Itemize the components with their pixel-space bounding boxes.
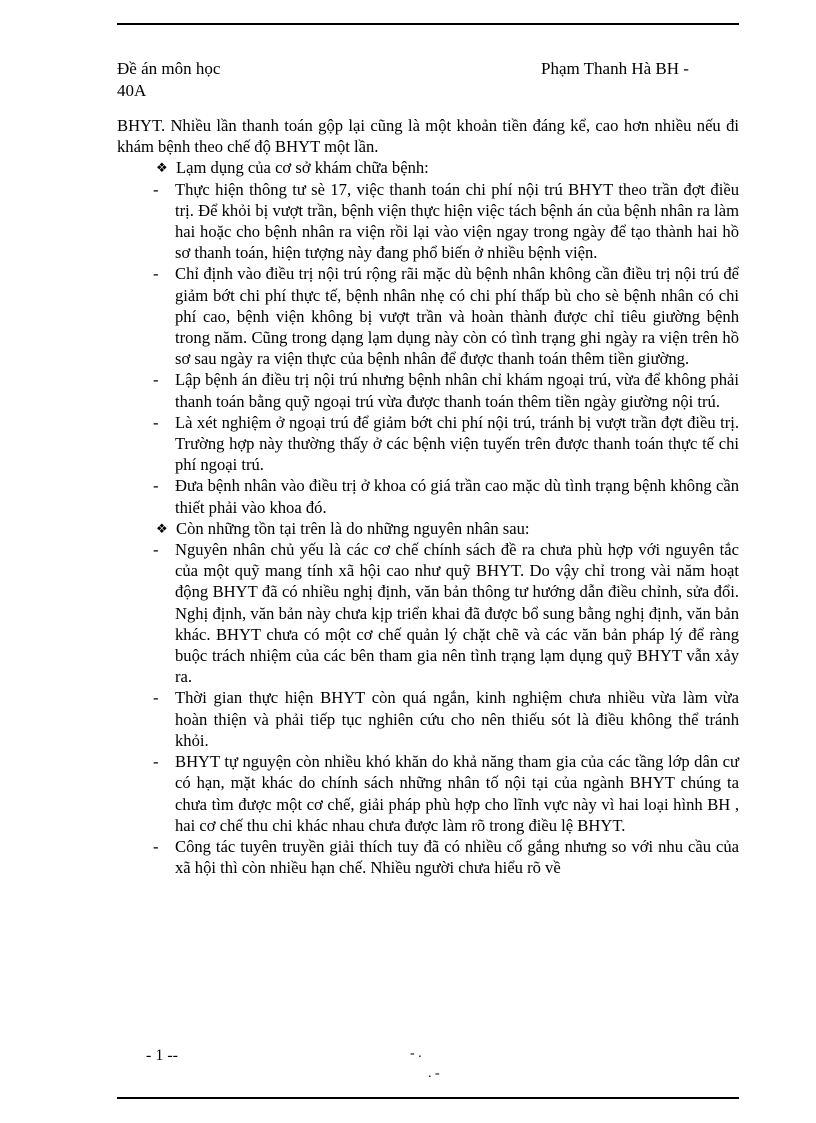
diamond-bullet-icon: ❖ xyxy=(156,160,168,176)
header-author: Phạm Thanh Hà BH - xyxy=(541,59,689,78)
list-item xyxy=(117,836,739,878)
list-item-text: Công tác tuyên truyền giải thích tuy đã có nhiều cố gắng nhưng so với nhu cầu của xã hội thì còn nhiều hạn chế. Nhiều người chưa hiểu rõ về xyxy=(175,836,739,878)
list-item xyxy=(117,475,739,517)
list-item xyxy=(117,687,739,751)
dash-icon: - xyxy=(153,688,159,708)
list-item xyxy=(117,263,739,369)
document-body xyxy=(117,115,739,878)
section-title: Còn những tồn tại trên là do những nguyên nhân sau: xyxy=(176,518,530,538)
header-course: Đề án môn học xyxy=(117,59,221,78)
list-item xyxy=(117,369,739,411)
page-number: - 1 -- xyxy=(146,1047,178,1064)
dash-icon: - xyxy=(153,540,159,560)
diamond-bullet-icon: ❖ xyxy=(156,520,168,536)
bottom-rule xyxy=(117,1097,739,1099)
dash-icon: - xyxy=(153,752,159,772)
list-item xyxy=(117,539,739,687)
list-item-text: Nguyên nhân chủ yếu là các cơ chế chính sách đề ra chưa phù hợp với nguyên tắc của một quỹ mang tính xã hội cao như quỹ BHYT. Do vậy chỉ trong vài năm hoạt động BHYT đã có nhiều nghị định, văn bản thông tư hướng dẫn điều chỉnh, sửa đổi. Nghị định, văn bản này chưa kịp triển khai đã được bổ sung bằng nghị định, văn bản khác. BHYT chưa có một cơ chế quản lý chặt chẽ và các văn bản pháp lý để ràng buộc trách nhiệm của các bên tham gia nên tình trạng lạm dụng quỹ BHYT vẫn xảy ra. xyxy=(175,540,739,687)
list-item-text: Thực hiện thông tư sè 17, việc thanh toán chi phí nội trú BHYT theo trần đợt điều trị. Để khỏi bị vượt trần, bệnh viện thực hiện việc tách bệnh án của bệnh nhân ra làm hai hoặc cho bệnh nhân ra viện rồi lại vào viện ngay trong ngày để tạo thành hai hồ sơ thanh toán, hiện tượng này đang phổ biến ở nhiều bệnh viện. xyxy=(175,179,739,263)
dash-icon: - xyxy=(153,476,159,496)
dash-icon: - xyxy=(153,412,159,432)
footer-mark: - . xyxy=(410,1046,422,1061)
dash-icon: - xyxy=(153,836,159,856)
list-item xyxy=(117,412,739,476)
list-item-text: Thời gian thực hiện BHYT còn quá ngắn, kinh nghiệm chưa nhiều vừa làm vừa hoàn thiện và phải tiếp tục nghiên cứu cho nên thiếu sót là điều không thể tránh khỏi. xyxy=(175,688,739,750)
intro-paragraph: BHYT. Nhiều lần thanh toán gộp lại cũng là một khoản tiền đáng kể, cao hơn nhiều nếu đi khám bệnh theo chế độ BHYT một lần. xyxy=(117,116,739,157)
dash-icon: - xyxy=(153,370,159,390)
header-class: 40A xyxy=(117,81,147,100)
list-item-text: Chỉ định vào điều trị nội trú rộng rãi mặc dù bệnh nhân không cần điều trị nội trú để giảm bớt chi phí thực tế, bệnh nhân nhẹ có chi phí thấp bù cho sè bệnh nhân có chi phí cao, bệnh viện không bị vượt trần và hoàn thành được chỉ tiêu giường bệnh trong năm. Cũng trong dạng lạm dụng này còn có tình trạng ghi ngày ra viện trên hồ sơ sau ngày ra viện thực của bệnh nhân để được thanh toán thêm tiền giường. xyxy=(175,264,739,369)
list-item xyxy=(117,179,739,264)
section-title: Lạm dụng của cơ sở khám chữa bệnh: xyxy=(176,158,429,178)
footer-mark: . - xyxy=(428,1066,440,1081)
list-item-text: BHYT tự nguyện còn nhiều khó khăn do khả năng tham gia của các tầng lớp dân cư có hạn, mặt khác do chính sách những nhân tố nội tại của ngành BHYT chúng ta chưa tìm được một cơ chế, giải pháp phù hợp cho lĩnh vực này vì hai loại hình BH , hai cơ chế thu chi khác nhau chưa được làm rõ trong điều lệ BHYT. xyxy=(175,752,739,835)
dash-icon: - xyxy=(153,179,159,199)
section-heading-1 xyxy=(117,157,739,178)
list-item-text: Đưa bệnh nhân vào điều trị ở khoa có giá trần cao mặc dù tình trạng bệnh không cần thiết phải vào khoa đó. xyxy=(175,476,739,517)
list-item-text: Lập bệnh án điều trị nội trú nhưng bệnh nhân chỉ khám ngoại trú, vừa để không phải thanh toán bằng quỹ ngoại trú vừa được thanh toán thêm tiền ngày giường nội trú. xyxy=(175,370,739,411)
list-item xyxy=(117,751,739,836)
list-item-text: Là xét nghiệm ở ngoại trú để giảm bớt chi phí nội trú, tránh bị vượt trần đợt điều trị. Trường hợp này thường thấy ở các bệnh viện tuyến trên được thanh toán thực tế chi phí ngoại trú. xyxy=(175,412,739,475)
top-rule xyxy=(117,23,739,25)
section-heading-2 xyxy=(117,518,739,539)
dash-icon: - xyxy=(153,264,159,284)
